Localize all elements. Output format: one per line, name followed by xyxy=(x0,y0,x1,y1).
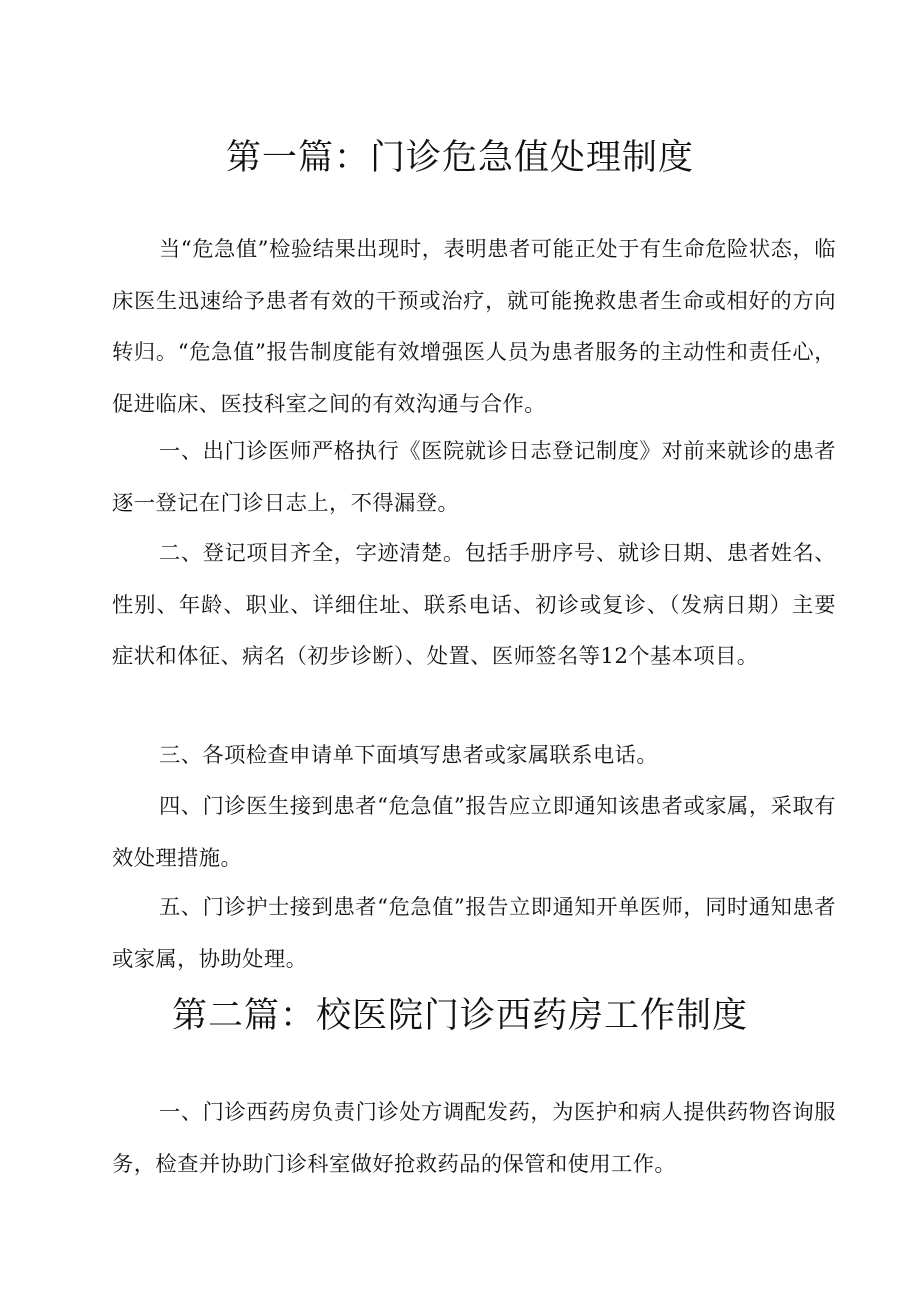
section-2-title: 第二篇：校医院门诊西药房工作制度 xyxy=(171,996,748,1036)
section-2-item-1: 一、门诊西药房负责门诊处方调配发药，为医护和病人提供药物咨询服务，检查并协助门诊科室做好抢救药品的保管和使用工作。 xyxy=(112,1100,836,1177)
section-1-item-3: 三、各项检查申请单下面填写患者或家属联系电话。 xyxy=(159,743,659,768)
section-1-item-1: 一、出门诊医师严格执行《医院就诊日志登记制度》对前来就诊的患者逐一登记在门诊日志上，不得漏登。 xyxy=(112,439,836,516)
section-1-item-2: 二、登记项目齐全，字迹清楚。包括手册序号、就诊日期、患者姓名、性别、年龄、职业、详细住址、联系电话、初诊或复诊、（发病日期）主要症状和体征、病名（初步诊断）、处置、医师签名等12个基本项目。 xyxy=(112,541,836,669)
section-1-title: 第一篇：门诊危急值处理制度 xyxy=(225,138,694,178)
section-1-item-5: 五、门诊护士接到患者“危急值”报告立即通知开单医师，同时通知患者或家属，协助处理。 xyxy=(112,895,836,972)
section-1-intro-paragraph: 当“危急值”检验结果出现时，表明患者可能正处于有生命危险状态，临床医生迅速给予患者有效的干预或治疗，就可能挽救患者生命或相好的方向转归。“危急值”报告制度能有效增强医人员为患者服务的主动性和责任心，促进临床、医技科室之间的有效沟通与合作。 xyxy=(112,237,836,417)
section-1-item-4: 四、门诊医生接到患者“危急值”报告应立即通知该患者或家属，采取有效处理措施。 xyxy=(112,794,836,871)
